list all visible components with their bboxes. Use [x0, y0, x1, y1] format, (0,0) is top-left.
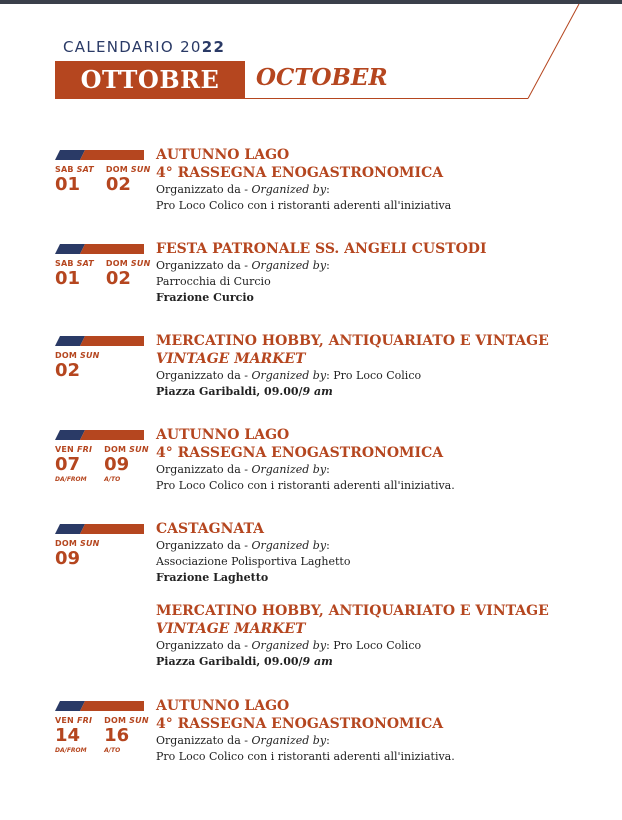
date-start	[55, 259, 94, 289]
event-title: CASTAGNATA	[156, 521, 264, 537]
day-label: VEN FRI	[55, 716, 93, 725]
event-stripe	[55, 430, 144, 440]
organizer: Pro Loco Colico con i ristoranti aderenti all'iniziativa.	[156, 750, 455, 763]
organizer: Pro Loco Colico con i ristoranti aderenti all'iniziativa.	[156, 479, 455, 492]
day-label: DOM SUN	[104, 445, 149, 454]
event-place: Piazza Garibaldi, 09.00/9 am	[156, 655, 333, 668]
year-prefix: 20	[180, 38, 202, 56]
event-body	[156, 146, 616, 214]
day-number: 07	[55, 454, 81, 475]
event-place: Frazione Laghetto	[156, 571, 269, 584]
organizer: Parrocchia di Curcio	[156, 275, 271, 288]
calendar-title	[63, 38, 225, 56]
day-number: 01	[55, 268, 81, 289]
day-number: 02	[105, 174, 131, 195]
event-place: Frazione Curcio	[156, 291, 254, 304]
organized-by: Organizzato da - Organized by:	[156, 183, 330, 196]
calendar-label: CALENDARIO	[63, 38, 181, 56]
date-end	[106, 165, 151, 195]
date-start	[55, 445, 92, 483]
event-body	[156, 697, 616, 765]
event-stripe	[55, 150, 144, 160]
date-from-label: DA/FROM	[55, 476, 87, 483]
event-place: Piazza Garibaldi, 09.00/9 am	[156, 385, 333, 398]
event-title: AUTUNNO LAGO	[156, 427, 290, 443]
date-start	[55, 165, 94, 195]
event-title: FESTA PATRONALE SS. ANGELI CUSTODI	[156, 241, 487, 257]
event-stripe	[55, 701, 144, 711]
month-italian: OTTOBRE	[80, 65, 220, 94]
day-number: 02	[105, 268, 131, 289]
day-label: DOM SUN	[55, 351, 100, 360]
month-english: OCTOBER	[256, 64, 388, 91]
event-dates	[55, 259, 150, 289]
organizer: Associazione Polisportiva Laghetto	[156, 555, 351, 568]
day-label: SAB SAT	[55, 259, 94, 268]
event-subtitle: 4° RASSEGNA ENOGASTRONOMICA	[156, 165, 444, 181]
day-label: SAB SAT	[55, 165, 94, 174]
event-subtitle: VINTAGE MARKET	[156, 621, 306, 637]
event-dates	[55, 165, 150, 195]
event-title: AUTUNNO LAGO	[156, 698, 290, 714]
year-suffix: 22	[201, 38, 226, 56]
organized-by: Organizzato da - Organized by: Pro Loco Colico	[156, 369, 422, 382]
event-body	[156, 602, 616, 670]
day-label: DOM SUN	[55, 539, 100, 548]
date-to-label: A/TO	[104, 476, 121, 483]
event-stripe	[55, 244, 144, 254]
event-body	[156, 332, 616, 400]
event-stripe	[55, 336, 144, 346]
organized-by: Organizzato da - Organized by:	[156, 463, 330, 476]
event-stripe	[55, 524, 144, 534]
date-start	[55, 351, 100, 381]
date-to-label: A/TO	[104, 747, 121, 754]
organized-by: Organizzato da - Organized by: Pro Loco Colico	[156, 639, 422, 652]
organizer: Pro Loco Colico con i ristoranti aderenti all'iniziativa	[156, 199, 452, 212]
date-end	[106, 259, 151, 289]
day-number: 09	[104, 454, 130, 475]
event-body	[156, 426, 616, 494]
event-body	[156, 240, 616, 306]
day-label: DOM SUN	[105, 259, 151, 268]
date-start	[55, 716, 92, 754]
event-dates	[55, 351, 100, 381]
event-title: MERCATINO HOBBY, ANTIQUARIATO E VINTAGE	[156, 603, 549, 619]
date-end	[104, 445, 149, 483]
day-label: DOM SUN	[105, 165, 151, 174]
event-subtitle: 4° RASSEGNA ENOGASTRONOMICA	[156, 716, 444, 732]
organized-by: Organizzato da - Organized by:	[156, 734, 330, 747]
event-body	[156, 520, 616, 586]
organized-by: Organizzato da - Organized by:	[156, 259, 330, 272]
date-from-label: DA/FROM	[55, 747, 87, 754]
event-subtitle: VINTAGE MARKET	[156, 351, 306, 367]
month-italian-box	[55, 61, 245, 98]
event-subtitle: 4° RASSEGNA ENOGASTRONOMICA	[156, 445, 444, 461]
event-title: MERCATINO HOBBY, ANTIQUARIATO E VINTAGE	[156, 333, 549, 349]
organized-by: Organizzato da - Organized by:	[156, 539, 330, 552]
day-number: 16	[104, 725, 130, 746]
event-dates	[55, 716, 149, 754]
event-dates	[55, 445, 149, 483]
day-number: 09	[55, 548, 81, 569]
event-title: AUTUNNO LAGO	[156, 147, 290, 163]
date-start	[55, 539, 100, 569]
day-number: 01	[55, 174, 81, 195]
day-number: 02	[55, 360, 81, 381]
day-number: 14	[55, 725, 81, 746]
day-label: DOM SUN	[104, 716, 149, 725]
event-dates	[55, 539, 100, 569]
day-label: VEN FRI	[55, 445, 93, 454]
date-end	[104, 716, 149, 754]
